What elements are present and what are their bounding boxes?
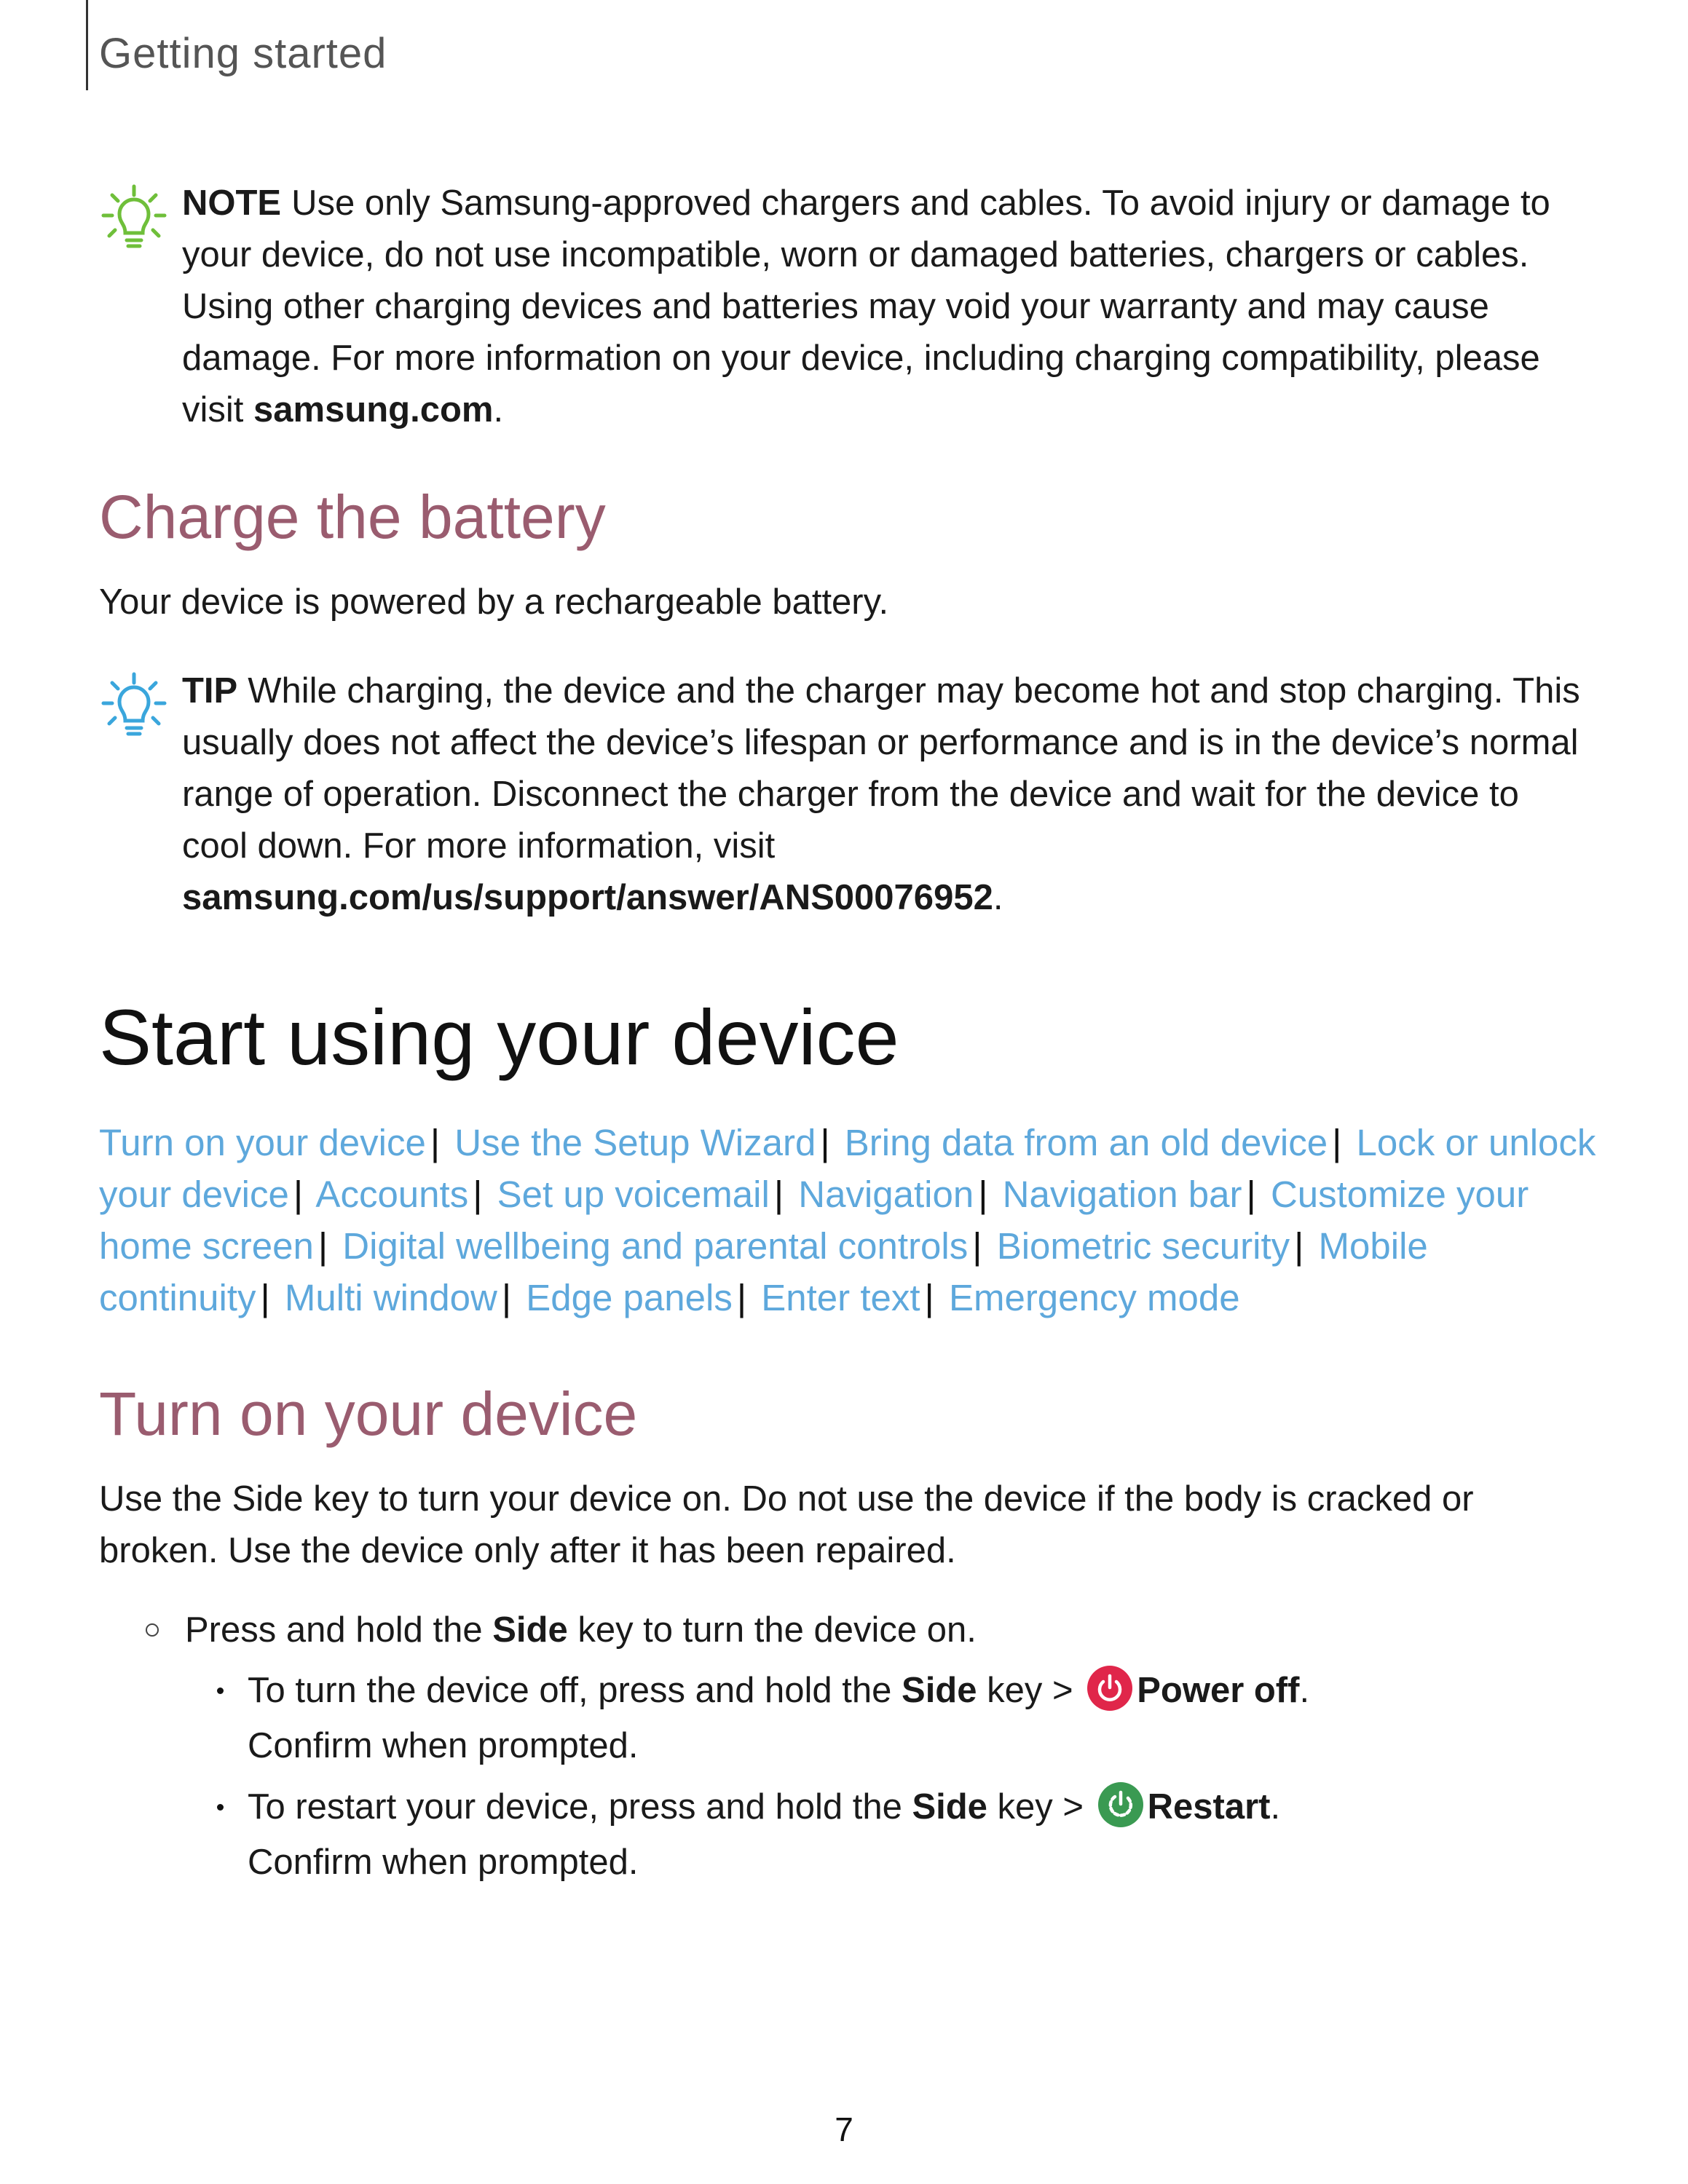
link-separator: |	[972, 1225, 982, 1267]
link-separator: |	[473, 1174, 483, 1215]
sub2-mid: key >	[987, 1787, 1094, 1827]
link-separator: |	[1332, 1122, 1342, 1163]
sub1-key: Side	[902, 1671, 977, 1710]
link-separator: |	[978, 1174, 988, 1215]
section-link[interactable]: Mobile continuity	[99, 1225, 1428, 1318]
link-separator: |	[773, 1174, 784, 1215]
charge-intro: Your device is powered by a rechargeable battery.	[99, 582, 889, 622]
tip-end: .	[993, 878, 1003, 917]
turn-on-heading: Turn on your device	[99, 1380, 638, 1448]
sub2-key: Side	[912, 1787, 987, 1827]
link-separator: |	[318, 1225, 328, 1267]
bullet	[217, 1804, 224, 1811]
section-link[interactable]: Lock or unlock your device	[99, 1122, 1596, 1215]
note-callout	[99, 178, 1592, 436]
link-separator: |	[430, 1122, 441, 1163]
section-header: Getting started	[99, 30, 387, 77]
link-separator: |	[1294, 1225, 1304, 1267]
power-off-label: Power off	[1137, 1671, 1300, 1710]
link-separator: |	[501, 1277, 512, 1318]
note-end: .	[493, 390, 504, 430]
sub-step-restart	[99, 1779, 1599, 1890]
sub2-confirm: Confirm when prompted.	[248, 1843, 639, 1882]
bullet	[217, 1688, 224, 1694]
step-text-pre: Press and hold the	[185, 1610, 493, 1650]
step-text-post: key to turn the device on.	[567, 1610, 977, 1650]
link-separator: |	[924, 1277, 934, 1318]
section-link[interactable]: Bring data from an old device	[844, 1122, 1328, 1163]
section-link[interactable]: Emergency mode	[948, 1277, 1240, 1318]
section-link[interactable]: Use the Setup Wizard	[454, 1122, 816, 1163]
lightbulb-icon	[99, 671, 169, 741]
section-link[interactable]: Enter text	[761, 1277, 920, 1318]
tip-text: While charging, the device and the charger may become hot and stop charging. This usually does not affect the device’s lifespan or performance and is in the device’s normal range of operation. Disconnect the charger from the device and wait for the device to cool down. For more information, visit	[182, 671, 1580, 866]
tip-link[interactable]: samsung.com/us/support/answer/ANS00076952	[182, 878, 993, 917]
section-link[interactable]: Navigation	[798, 1174, 974, 1215]
link-separator: |	[820, 1122, 830, 1163]
link-separator: |	[260, 1277, 270, 1318]
link-separator: |	[1246, 1174, 1256, 1215]
step-marker	[146, 1623, 159, 1637]
link-separator: |	[293, 1174, 304, 1215]
section-link[interactable]: Accounts	[315, 1174, 469, 1215]
sub1-confirm: Confirm when prompted.	[248, 1726, 639, 1765]
header-rule	[86, 0, 88, 90]
tip-callout	[99, 665, 1592, 924]
charge-heading: Charge the battery	[99, 483, 606, 551]
sub2-end: .	[1270, 1787, 1281, 1827]
section-link[interactable]: Set up voicemail	[497, 1174, 770, 1215]
sub2-pre: To restart your device, press and hold the	[248, 1787, 912, 1827]
section-link[interactable]: Multi window	[284, 1277, 497, 1318]
turn-on-intro: Use the Side key to turn your device on. Do not use the device if the body is cracked or broken. Use the device only after it has been repaired.	[99, 1479, 1474, 1570]
tip-label: TIP	[182, 671, 238, 711]
sub-step-power-off	[99, 1663, 1599, 1773]
sub1-mid: key >	[977, 1671, 1084, 1710]
start-heading: Start using your device	[99, 993, 899, 1081]
note-link[interactable]: samsung.com	[253, 390, 494, 430]
section-links	[99, 1117, 1599, 1324]
lightbulb-icon	[99, 183, 169, 253]
note-text: Use only Samsung-approved chargers and cables. To avoid injury or damage to your device, do not use incompatible, worn or damaged batteries, chargers or cables. Using other charging devices and batteries may void your warranty and may cause damage. For more information on your device, including charging compatibility, please visit	[182, 183, 1550, 430]
restart-label: Restart	[1147, 1787, 1271, 1827]
section-link[interactable]: Biometric security	[996, 1225, 1290, 1267]
step-key: Side	[492, 1610, 568, 1650]
sub1-pre: To turn the device off, press and hold the	[248, 1671, 902, 1710]
section-link[interactable]: Customize your home screen	[99, 1174, 1529, 1267]
section-link[interactable]: Navigation bar	[1002, 1174, 1242, 1215]
step-1	[99, 1605, 1599, 1656]
restart-icon	[1098, 1782, 1143, 1827]
power-off-icon	[1087, 1666, 1132, 1711]
page-number: 7	[835, 2110, 853, 2148]
section-link[interactable]: Digital wellbeing and parental controls	[342, 1225, 969, 1267]
section-link[interactable]: Edge panels	[526, 1277, 733, 1318]
link-separator: |	[736, 1277, 747, 1318]
note-label: NOTE	[182, 183, 282, 223]
section-link[interactable]: Turn on your device	[99, 1122, 426, 1163]
sub1-end: .	[1299, 1671, 1310, 1710]
